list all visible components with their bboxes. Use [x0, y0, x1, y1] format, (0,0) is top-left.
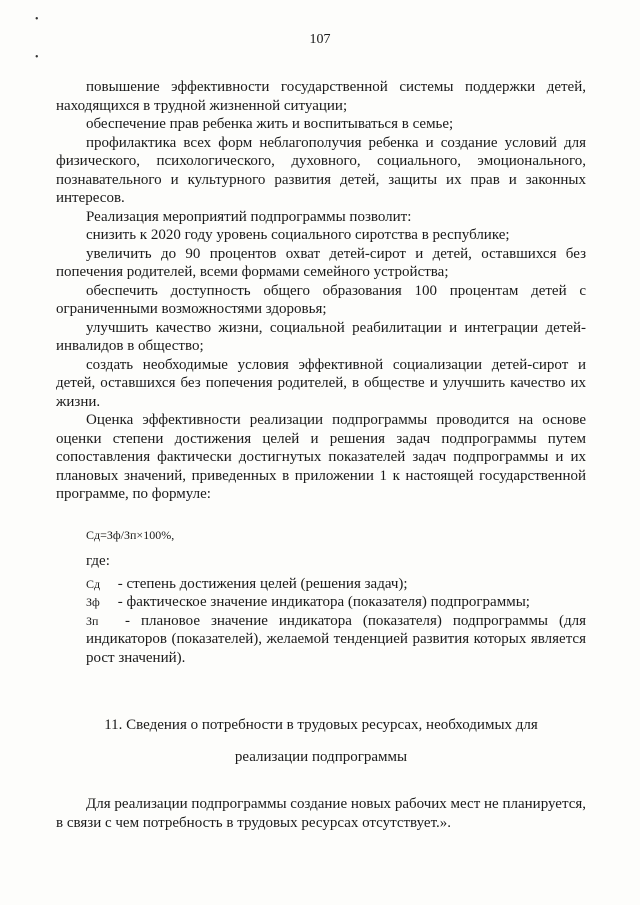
definition-text: - степень достижения целей (решения задач);: [117, 575, 408, 592]
paragraph: Реализация мероприятий подпрограммы позволит:: [86, 208, 412, 225]
paragraph: увеличить до 90 процентов охват детей-сирот и детей, оставшихся без попечения родителей, всеми формами семейного устройства;: [56, 245, 586, 280]
definition-item: [56, 593, 586, 612]
definition-symbol: Зп: [86, 613, 99, 628]
definition-item: [56, 575, 586, 594]
page-number: 107: [309, 32, 331, 47]
definition-text: - плановое значение индикатора (показателя) подпрограммы (для индикаторов (показателей), желаемой тенденцией развития которых является рост значений).: [86, 612, 587, 666]
paragraph: профилактика всех форм неблагополучия ребенка и создание условий для физического, психологического, духовного, социального, эмоционального, познавательного и культурного развития детей, защиты их прав и законных интересов.: [56, 134, 586, 206]
paragraph: Оценка эффективности реализации подпрограммы проводится на основе оценки степени достижения целей и решения задач подпрограммы путем сопоставления фактически достигнутых показателей задач подпрограммы и их плановых значений, приведенных в приложении 1 к настоящей государственной программе, по формуле:: [56, 412, 586, 502]
paragraph: улучшить качество жизни, социальной реабилитации и интеграции детей-инвалидов в общество;: [56, 319, 586, 354]
formula-expression: Сд=Зф/Зп×100%: [86, 527, 172, 542]
section-paragraph: Для реализации подпрограммы создание новых рабочих мест не планируется, в связи с чем потребность в трудовых ресурсах отсутствует.».: [56, 796, 586, 831]
section-title: [56, 709, 586, 773]
section-title-line: реализации подпрограммы: [234, 749, 408, 765]
definition-item: [56, 612, 586, 668]
scan-mark: •: [35, 52, 39, 63]
paragraph: повышение эффективности государственной системы поддержки детей, находящихся в трудной жизненной ситуации;: [56, 79, 586, 114]
section-title-line: 11. Сведения о потребности в трудовых ресурсах, необходимых для: [104, 717, 538, 733]
paragraph: обеспечить доступность общего образования 100 процентам детей с ограниченными возможностями здоровья;: [56, 282, 586, 317]
document-body: [56, 78, 586, 832]
paragraph: обеспечение прав ребенка жить и воспитываться в семье;: [86, 116, 454, 132]
definition-symbol: Зф: [86, 595, 100, 609]
paragraph: создать необходимые условия эффективной социализации детей-сирот и детей, оставшихся без попечения родителей, в обществе и улучшить качество их жизни.: [56, 356, 586, 410]
where-label: где:: [86, 553, 110, 569]
scan-mark: •: [35, 14, 39, 25]
paragraph: снизить к 2020 году уровень социального сиротства в республике;: [86, 227, 510, 243]
definition-symbol: Сд: [86, 576, 101, 591]
definition-text: - фактическое значение индикатора (показателя) подпрограммы;: [117, 594, 530, 610]
formula-suffix: ,: [171, 527, 175, 542]
formula: [86, 526, 586, 545]
